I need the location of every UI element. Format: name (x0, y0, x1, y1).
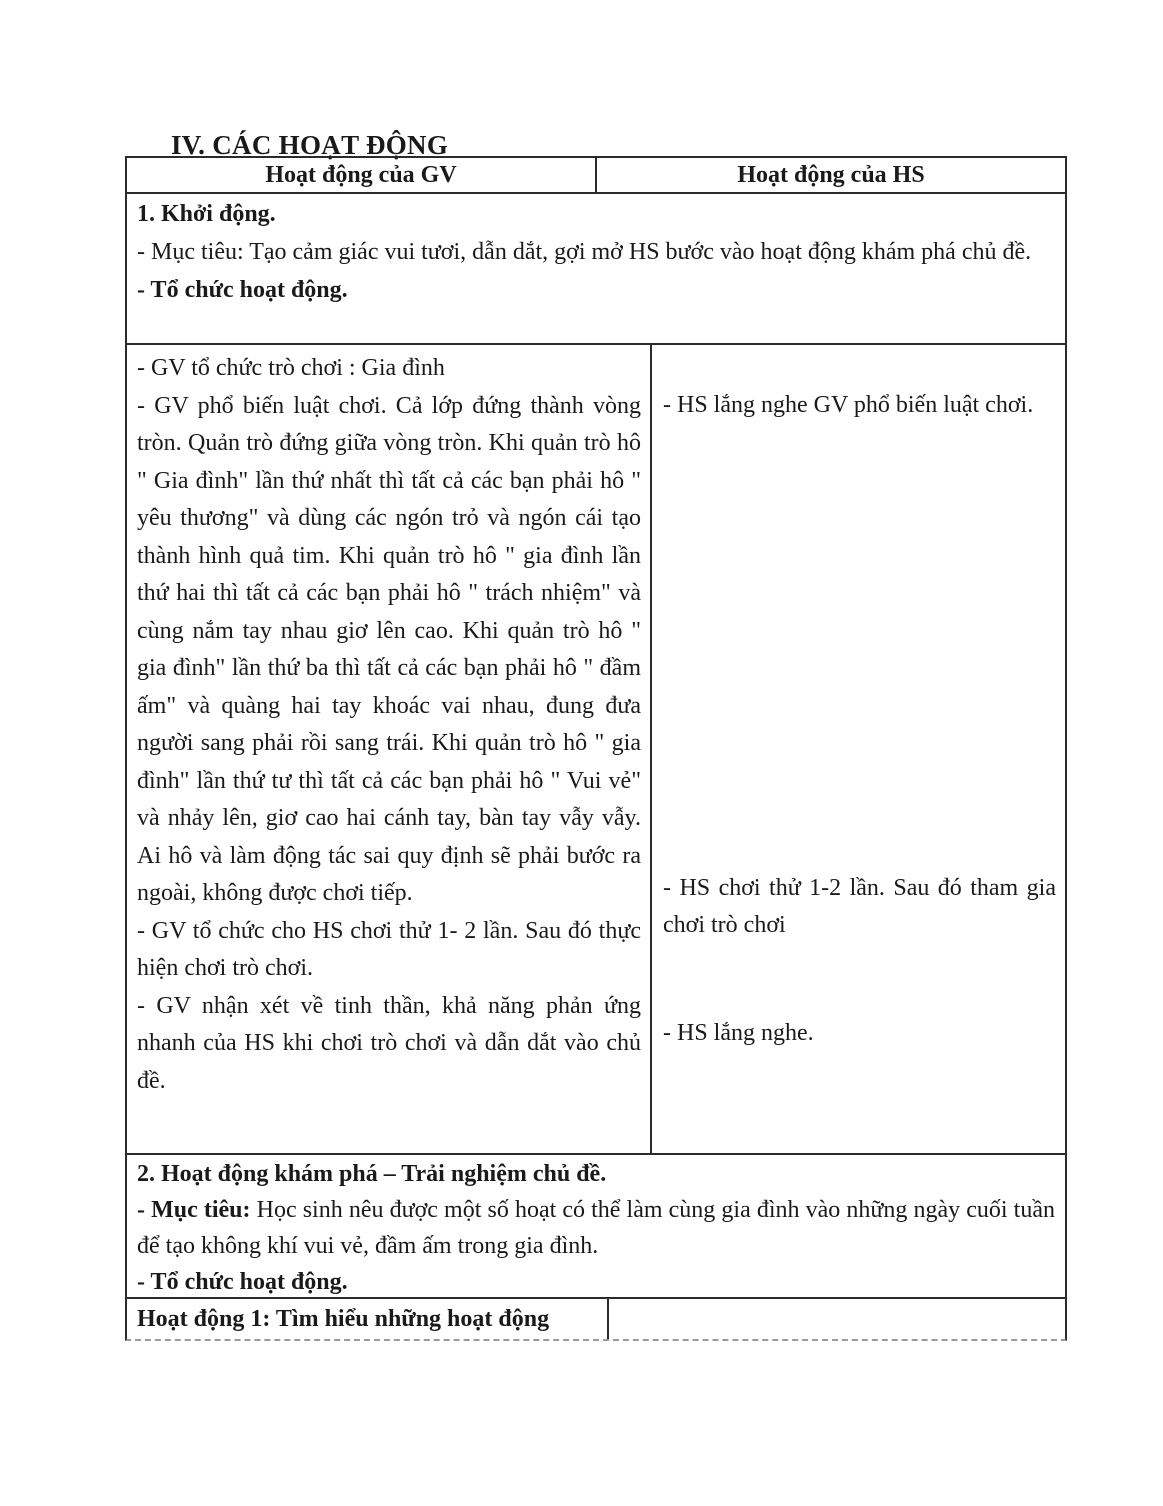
gv-activity-cell (127, 345, 652, 1153)
section-1-heading: 1. Khởi động. (137, 201, 276, 227)
hs-paragraph: - HS lắng nghe GV phổ biến luật chơi. (663, 392, 1034, 418)
section-2-objective-label: - Mục tiêu: (137, 1197, 251, 1223)
header-gv-label: Hoạt động của GV (265, 161, 457, 188)
activity-heading-cell (127, 1299, 609, 1339)
activity-heading-empty-cell (609, 1299, 1065, 1339)
gv-paragraph: - GV tổ chức cho HS chơi thử 1- 2 lần. Sau đó thực hiện chơi trò chơi. (137, 917, 641, 981)
section-1-row (127, 194, 1065, 345)
section-1-organize: - Tổ chức hoạt động. (137, 277, 348, 303)
gv-paragraph: - GV phổ biến luật chơi. Cả lớp đứng thành vòng tròn. Quản trò đứng giữa vòng tròn. Khi quản trò hô " Gia đình" lần thứ nhất thì tất cả các bạn phải hô " yêu thương" và dùng các ngón trỏ và ngón cái tạo thành hình quả tim. Khi quản trò hô " gia đình lần thứ hai thì tất cả các bạn phải hô " trách nhiệm" và cùng nắm tay nhau giơ lên cao. Khi quản trò hô " gia đình" lần thứ ba thì tất cả các bạn phải hô " đầm ấm" và quàng hai tay khoác vai nhau, đung đưa người sang phải rồi sang trái. Khi quản trò hô " gia đình" lần thứ tư thì tất cả các bạn phải hô " Vui vẻ" và nhảy lên, giơ cao hai cánh tay, bàn tay vẫy vẫy. Ai hô và làm động tác sai quy định sẽ phải bước ra ngoài, không được chơi tiếp. (137, 392, 641, 906)
section-2-organize: - Tổ chức hoạt động. (137, 1269, 348, 1295)
section-2-row (127, 1155, 1065, 1299)
activity-heading-row (127, 1299, 1065, 1339)
section-2-heading: 2. Hoạt động khám phá – Trải nghiệm chủ đề. (137, 1161, 607, 1187)
hs-activity-cell (652, 345, 1065, 1153)
header-cell-gv (127, 158, 597, 192)
gv-paragraph: - GV tổ chức trò chơi : Gia đình (137, 355, 445, 381)
section-1-objective: - Mục tiêu: Tạo cảm giác vui tươi, dẫn dắt, gợi mở HS bước vào hoạt động khám phá chủ đề. (137, 239, 1032, 265)
activities-table (125, 156, 1067, 1341)
section-2-objective-text: Học sinh nêu được một số hoạt có thể làm cùng gia đình vào những ngày cuối tuần để tạo không khí vui vẻ, đầm ấm trong gia đình. (137, 1197, 1056, 1259)
gv-paragraph: - GV nhận xét về tinh thần, khả năng phản ứng nhanh của HS khi chơi trò chơi và dẫn dắt vào chủ đề. (137, 992, 641, 1094)
header-hs-label: Hoạt động của HS (737, 161, 925, 188)
activity-1-row (127, 345, 1065, 1155)
hs-paragraph: - HS lắng nghe. (663, 1019, 814, 1046)
section-2-objective (137, 1192, 1055, 1264)
table-header-row (127, 158, 1065, 194)
page-title: IV. CÁC HOẠT ĐỘNG (171, 130, 449, 161)
header-cell-hs (597, 158, 1065, 192)
hs-paragraph: - HS chơi thử 1-2 lần. Sau đó tham gia chơi trò chơi (663, 874, 1056, 938)
activity-heading-label: Hoạt động 1: Tìm hiểu những hoạt động (137, 1306, 550, 1332)
